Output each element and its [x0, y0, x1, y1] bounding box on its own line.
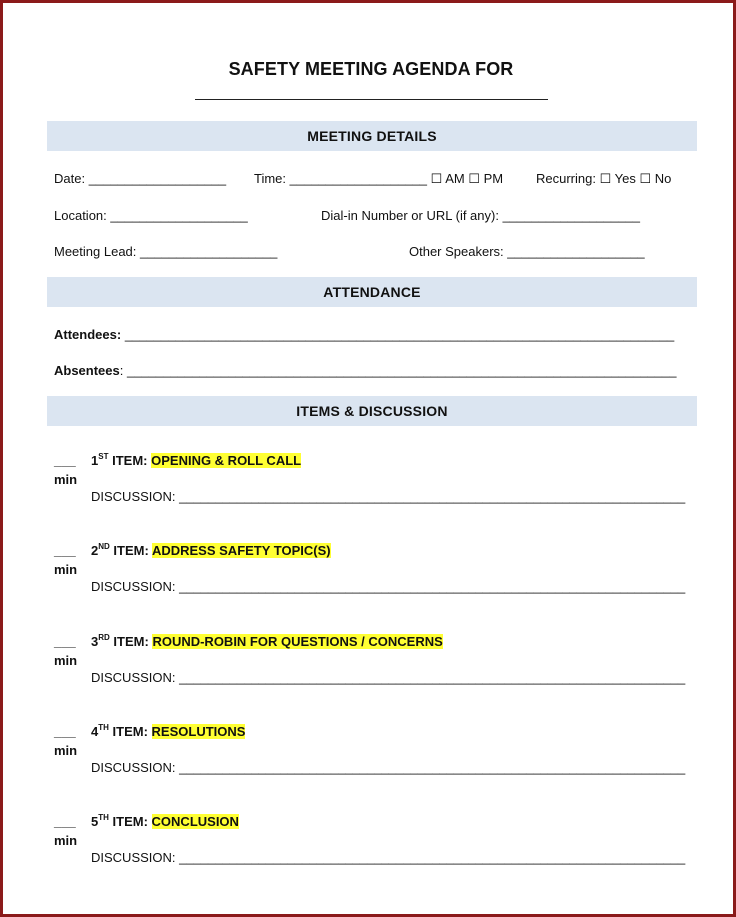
time-field[interactable]: [254, 171, 503, 187]
yes-checkbox[interactable]: ☐ Yes: [599, 171, 636, 186]
section-attendance: ATTENDANCE: [47, 277, 697, 307]
location-blank[interactable]: ___________________: [110, 208, 248, 223]
item-4-discussion[interactable]: [91, 760, 685, 775]
location-label: Location:: [54, 208, 107, 223]
date-label: Date:: [54, 171, 86, 186]
discussion-label: DISCUSSION:: [91, 850, 176, 865]
discussion-blank[interactable]: ______________________________________________________________________: [179, 579, 686, 594]
other-speakers-label: Other Speakers:: [409, 244, 504, 259]
date-blank[interactable]: ___________________: [88, 171, 227, 186]
absentees-field[interactable]: [54, 363, 676, 378]
item-5-topic: CONCLUSION: [151, 814, 239, 829]
pm-checkbox[interactable]: ☐ PM: [468, 171, 504, 186]
item-5-minutes-blank[interactable]: ___: [54, 814, 76, 829]
other-speakers-field[interactable]: [409, 244, 645, 259]
discussion-blank[interactable]: ______________________________________________________________________: [179, 670, 686, 685]
page-title: SAFETY MEETING AGENDA FOR: [228, 59, 514, 79]
item-5-min-label: min: [54, 833, 78, 848]
item-1-topic: OPENING & ROLL CALL: [151, 453, 302, 468]
no-checkbox[interactable]: ☐ No: [639, 171, 672, 186]
absentees-blank[interactable]: ____________________________________________________________________________: [127, 363, 677, 378]
section-items-discussion: ITEMS & DISCUSSION: [47, 396, 697, 426]
absentees-colon: :: [119, 363, 124, 378]
title-blank-line[interactable]: [195, 99, 548, 100]
item-1-minutes-blank[interactable]: ___: [54, 453, 76, 468]
meeting-lead-blank[interactable]: ___________________: [140, 244, 278, 259]
item-3-min-label: min: [54, 653, 78, 668]
item-4-topic: RESOLUTIONS: [151, 724, 246, 739]
discussion-label: DISCUSSION:: [91, 670, 176, 685]
item-4-heading: 4TH ITEM: RESOLUTIONS: [91, 723, 246, 739]
meeting-lead-field[interactable]: [54, 244, 277, 259]
item-5-discussion[interactable]: [91, 850, 685, 865]
item-3-heading: 3RD ITEM: ROUND-ROBIN FOR QUESTIONS / CONCERNS: [91, 633, 443, 649]
item-3-topic: ROUND-ROBIN FOR QUESTIONS / CONCERNS: [152, 634, 443, 649]
item-2-min-label: min: [54, 562, 78, 577]
attendees-blank[interactable]: ____________________________________________________________________________: [124, 327, 675, 342]
dialin-field[interactable]: [321, 208, 640, 223]
recurring-field[interactable]: [536, 171, 671, 187]
item-1-discussion[interactable]: [91, 489, 685, 504]
time-label: Time:: [254, 171, 287, 186]
section-meeting-details: MEETING DETAILS: [47, 121, 697, 151]
discussion-blank[interactable]: ______________________________________________________________________: [179, 850, 686, 865]
discussion-blank[interactable]: ______________________________________________________________________: [179, 760, 686, 775]
item-2-minutes-blank[interactable]: ___: [54, 543, 76, 558]
date-field[interactable]: [54, 171, 226, 186]
item-1-heading: 1ST ITEM: OPENING & ROLL CALL: [91, 452, 302, 468]
discussion-label: DISCUSSION:: [91, 579, 176, 594]
attendees-label: Attendees:: [54, 327, 122, 342]
item-1-min-label: min: [54, 472, 78, 487]
item-2-discussion[interactable]: [91, 579, 685, 594]
time-blank[interactable]: ___________________: [289, 171, 428, 186]
discussion-label: DISCUSSION:: [91, 489, 176, 504]
meeting-lead-label: Meeting Lead:: [54, 244, 137, 259]
dialin-blank[interactable]: ___________________: [502, 208, 640, 223]
recurring-label: Recurring:: [536, 171, 596, 186]
item-3-minutes-blank[interactable]: ___: [54, 634, 76, 649]
item-2-topic: ADDRESS SAFETY TOPIC(S): [151, 543, 331, 558]
am-checkbox[interactable]: ☐ AM: [430, 171, 465, 186]
item-3-discussion[interactable]: [91, 670, 685, 685]
item-4-min-label: min: [54, 743, 78, 758]
item-2-heading: 2ND ITEM: ADDRESS SAFETY TOPIC(S): [91, 542, 331, 558]
other-speakers-blank[interactable]: ___________________: [507, 244, 645, 259]
item-5-heading: 5TH ITEM: CONCLUSION: [91, 813, 239, 829]
attendees-field[interactable]: [54, 327, 674, 342]
discussion-label: DISCUSSION:: [91, 760, 176, 775]
location-field[interactable]: [54, 208, 248, 223]
dialin-label: Dial-in Number or URL (if any):: [321, 208, 499, 223]
item-4-minutes-blank[interactable]: ___: [54, 724, 76, 739]
discussion-blank[interactable]: ______________________________________________________________________: [179, 489, 686, 504]
absentees-label: Absentees: [54, 363, 120, 378]
